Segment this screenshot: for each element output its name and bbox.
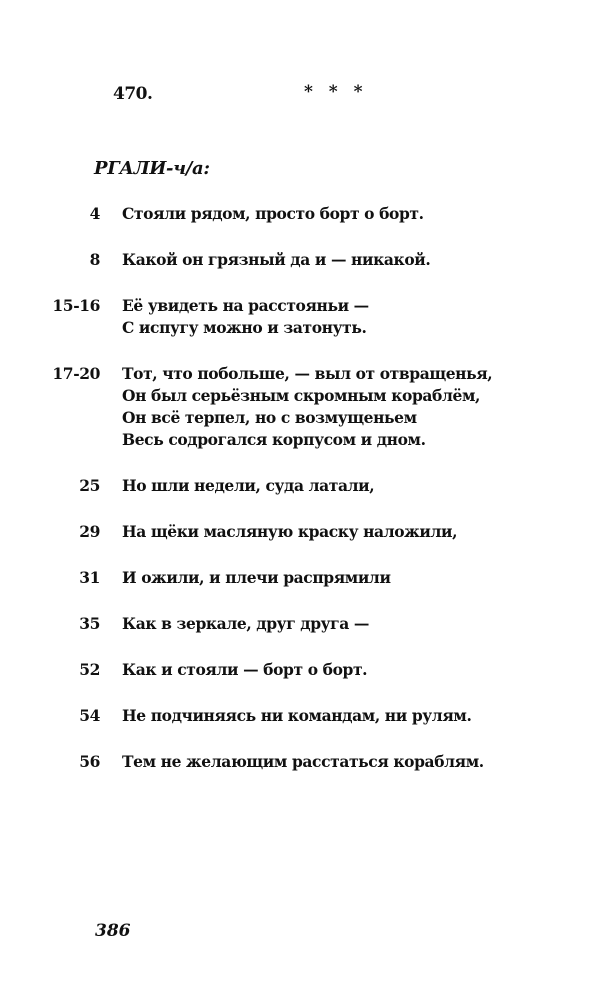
verse-line: Тем не желающим расстаться кораблям. <box>122 752 484 771</box>
variant-text <box>122 521 600 543</box>
variant-text <box>122 203 600 225</box>
variant-text <box>122 249 600 271</box>
line-reference: 35 <box>79 614 100 633</box>
section-separator: * * * <box>304 82 368 102</box>
poem-number: 470. <box>113 84 153 104</box>
verse-line: Тот, что побольше, — выл от отвращенья, <box>122 364 493 383</box>
line-reference: 52 <box>79 660 100 679</box>
line-reference: 17-20 <box>52 364 100 383</box>
line-reference: 29 <box>79 522 100 541</box>
verse-line: С испугу можно и затонуть. <box>122 318 367 337</box>
variant-text <box>122 613 600 635</box>
variant-entry <box>0 203 600 225</box>
archive-source: РГАЛИ-ч/а: <box>94 158 210 179</box>
line-reference: 56 <box>79 752 100 771</box>
variant-entry <box>0 363 600 451</box>
variant-text <box>122 363 600 451</box>
verse-line: Какой он грязный да и — никакой. <box>122 250 431 269</box>
page-number: 386 <box>95 921 131 941</box>
verse-line: Как и стояли — борт о борт. <box>122 660 368 679</box>
verse-line: И ожили, и плечи распрямили <box>122 568 391 587</box>
variant-list <box>0 203 600 797</box>
verse-line: На щёки масляную краску наложили, <box>122 522 458 541</box>
variant-entry <box>0 751 600 773</box>
variant-entry <box>0 521 600 543</box>
variant-entry <box>0 613 600 635</box>
line-reference: 31 <box>79 568 100 587</box>
verse-line: Не подчиняясь ни командам, ни рулям. <box>122 706 472 725</box>
variant-entry <box>0 567 600 589</box>
variant-text <box>122 751 600 773</box>
variant-text <box>122 659 600 681</box>
verse-line: Её увидеть на расстояньи — <box>122 296 369 315</box>
verse-line: Весь содрогался корпусом и дном. <box>122 430 426 449</box>
variant-text <box>122 295 600 339</box>
verse-line: Как в зеркале, друг друга — <box>122 614 370 633</box>
variant-entry <box>0 475 600 497</box>
variant-entry <box>0 659 600 681</box>
line-reference: 25 <box>79 476 100 495</box>
line-reference: 54 <box>79 706 100 725</box>
verse-line: Он всё терпел, но с возмущеньем <box>122 408 417 427</box>
variant-text <box>122 567 600 589</box>
variant-entry <box>0 295 600 339</box>
variant-text <box>122 705 600 727</box>
variant-entry <box>0 249 600 271</box>
variant-entry <box>0 705 600 727</box>
verse-line: Он был серьёзным скромным кораблём, <box>122 386 481 405</box>
line-reference: 8 <box>89 250 100 269</box>
verse-line: Но шли недели, суда латали, <box>122 476 375 495</box>
line-reference: 15-16 <box>52 296 100 315</box>
variant-text <box>122 475 600 497</box>
verse-line: Стояли рядом, просто борт о борт. <box>122 204 424 223</box>
line-reference: 4 <box>89 204 100 223</box>
